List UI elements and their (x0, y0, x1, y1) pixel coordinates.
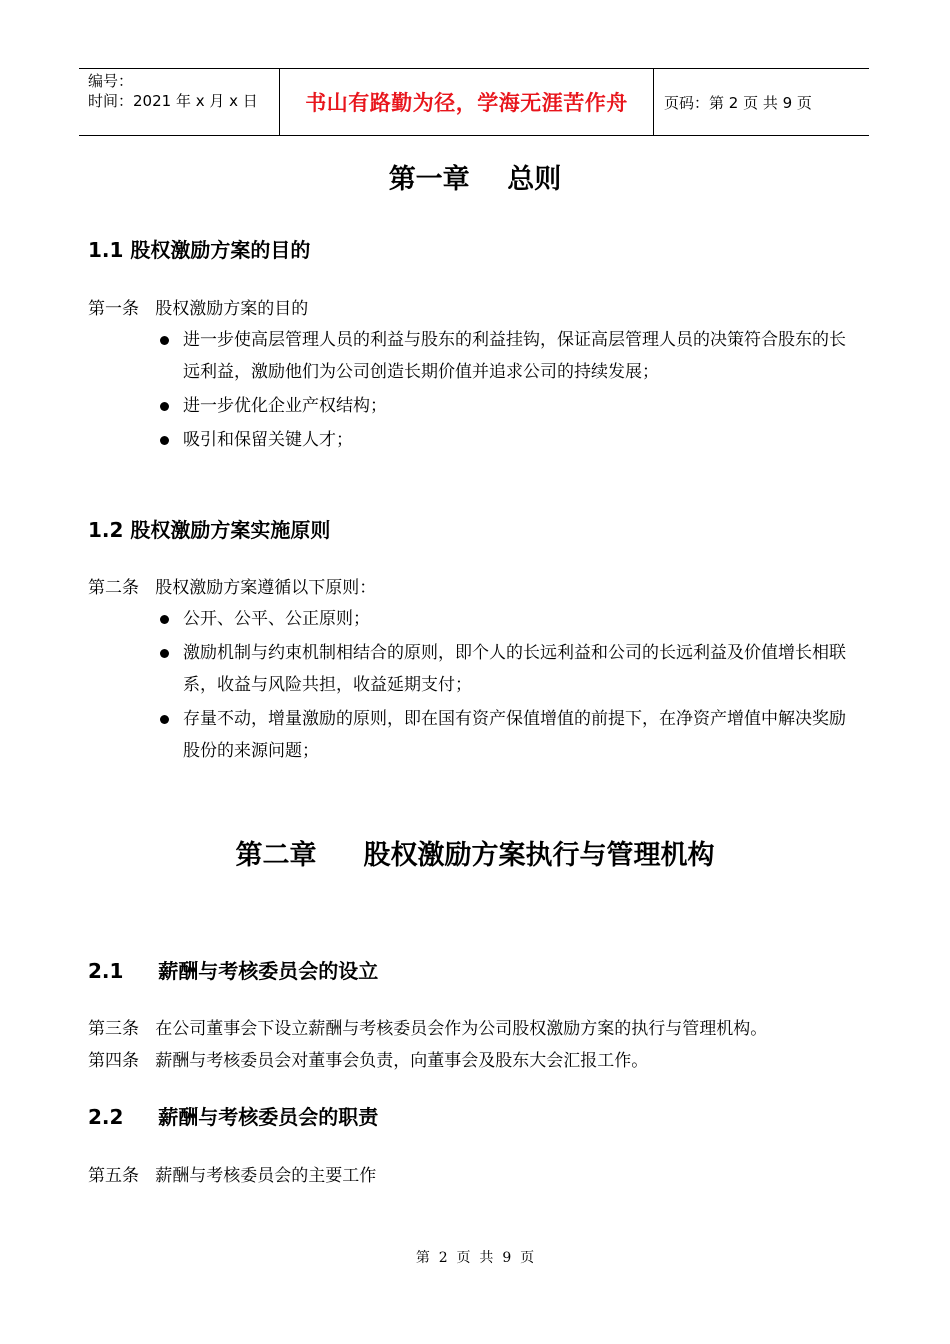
list-item (160, 703, 860, 767)
section-2-2-heading: 2.2 薪酬与考核委员会的职责 (88, 1105, 379, 1129)
article-2: 第二条 股权激励方案遵循以下原则： (88, 578, 377, 598)
section-2-1-heading: 2.1 薪酬与考核委员会的设立 (88, 959, 379, 983)
header-slogan-cell (280, 69, 654, 135)
bullet-icon (160, 402, 169, 411)
document-number-label: 编号： (88, 72, 134, 90)
article-5: 第五条 薪酬与考核委员会的主要工作 (88, 1166, 377, 1186)
list-item (160, 603, 860, 635)
list-item-text: 存量不动，增量激励的原则，即在国有资产保值增值的前提下，在净资产增值中解决奖励股份的来源问题； (183, 709, 846, 761)
list-item (160, 324, 860, 388)
page-header (79, 68, 869, 136)
document-date-label: 时间：2021 年 x 月 x 日 (88, 92, 258, 110)
bullet-icon (160, 336, 169, 345)
header-page-number: 页码：第 2 页 共 9 页 (664, 93, 812, 112)
list-item-text: 公开、公平、公正原则； (183, 609, 370, 629)
header-slogan: 书山有路勤为径，学海无涯苦作舟 (305, 90, 628, 115)
page-footer: 第 2 页 共 9 页 (415, 1250, 535, 1266)
article-3: 第三条 在公司董事会下设立薪酬与考核委员会作为公司股权激励方案的执行与管理机构。 (88, 1019, 768, 1039)
article-4: 第四条 薪酬与考核委员会对董事会负责，向董事会及股东大会汇报工作。 (88, 1051, 649, 1071)
bullet-icon (160, 615, 169, 624)
header-page-cell (654, 69, 869, 135)
list-item-text: 吸引和保留关键人才； (183, 430, 353, 450)
list-item (160, 424, 860, 456)
list-item-text: 激励机制与约束机制相结合的原则，即个人的长远利益和公司的长远利益及价值增长相联系，收益与风险共担，收益延期支付； (183, 643, 846, 695)
list-item (160, 637, 860, 701)
bullet-icon (160, 436, 169, 445)
list-item-text: 进一步使高层管理人员的利益与股东的利益挂钩，保证高层管理人员的决策符合股东的长远利益，激励他们为公司创造长期价值并追求公司的持续发展； (183, 330, 846, 382)
section-1-2-heading: 1.2 股权激励方案实施原则 (88, 518, 331, 542)
bullet-icon (160, 649, 169, 658)
section-1-1-heading: 1.1 股权激励方案的目的 (88, 238, 311, 262)
header-info-cell (79, 69, 280, 135)
chapter-2-title: 第二章 股权激励方案执行与管理机构 (235, 840, 715, 871)
list-item (160, 390, 860, 422)
bullet-icon (160, 715, 169, 724)
article-1: 第一条 股权激励方案的目的 (88, 299, 309, 319)
chapter-1-title: 第一章 总则 (388, 164, 562, 195)
list-item-text: 进一步优化企业产权结构； (183, 396, 387, 416)
